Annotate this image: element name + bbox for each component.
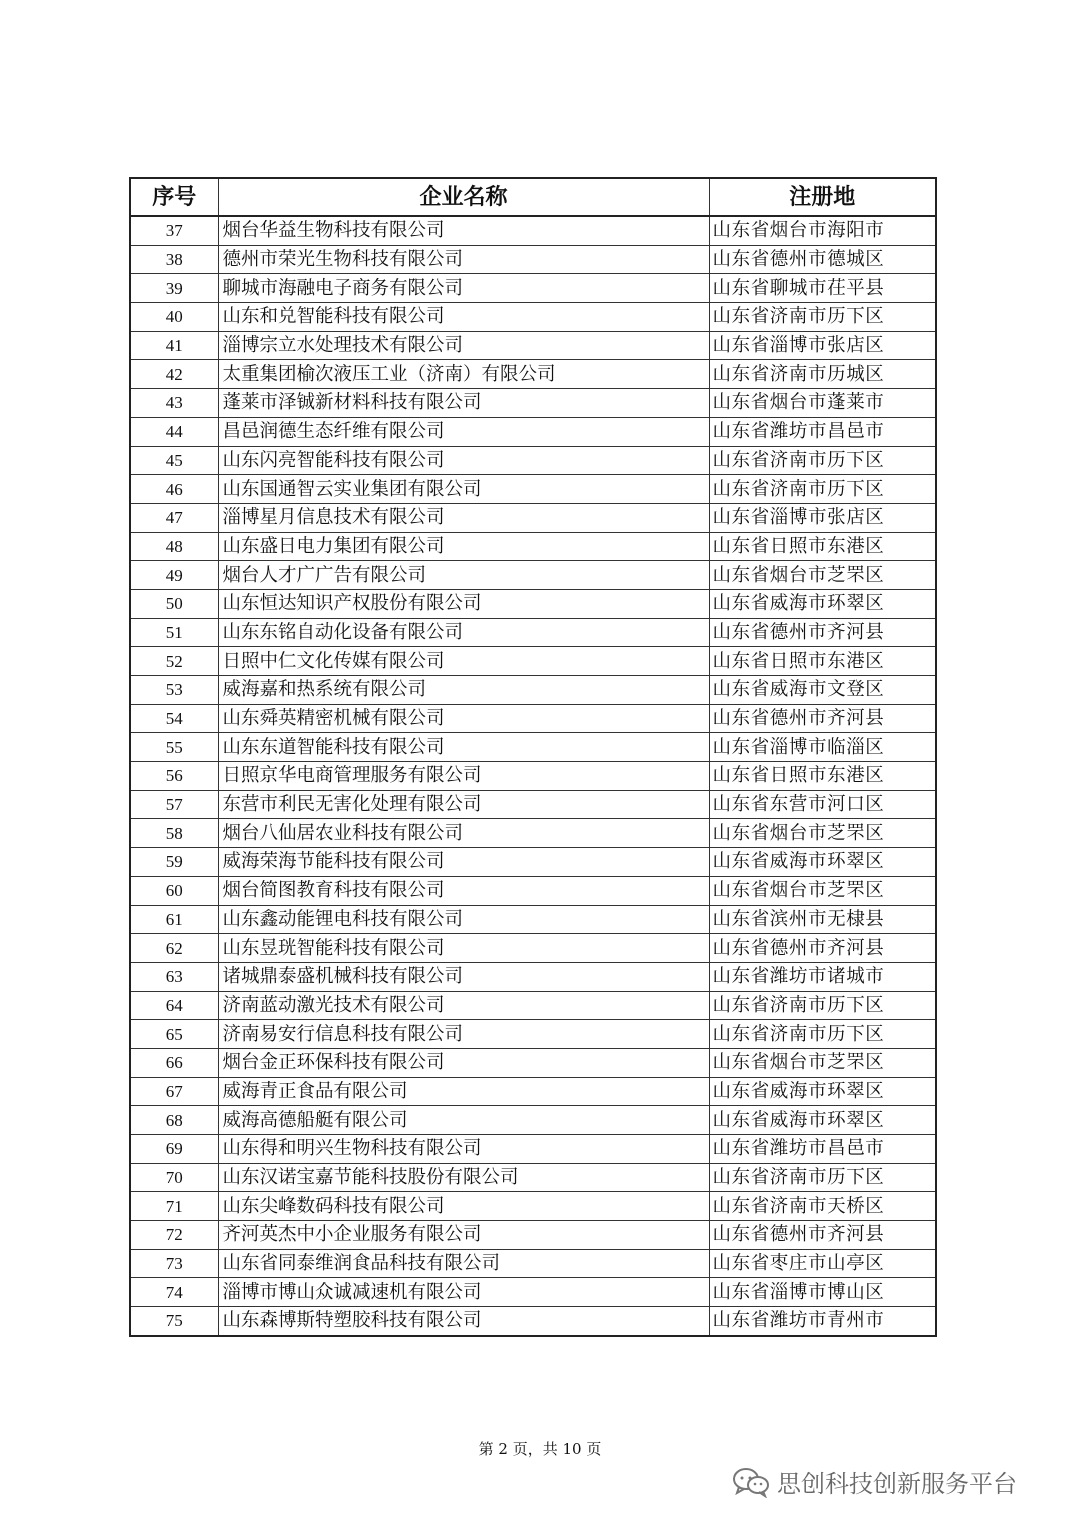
- cell-registered-location: 山东省潍坊市诸城市: [709, 962, 936, 991]
- cell-company-name: 山东森博斯特塑胶科技有限公司: [218, 1307, 709, 1336]
- cell-company-name: 淄博宗立水处理技术有限公司: [218, 331, 709, 360]
- cell-registered-location: 山东省淄博市博山区: [709, 1278, 936, 1307]
- cell-registered-location: 山东省济南市历下区: [709, 303, 936, 332]
- cell-company-name: 山东盛日电力集团有限公司: [218, 532, 709, 561]
- cell-company-name: 济南蓝动激光技术有限公司: [218, 991, 709, 1020]
- company-table-container: [129, 177, 935, 1337]
- cell-company-name: 山东省同泰维润食品科技有限公司: [218, 1249, 709, 1278]
- table-row: [130, 589, 936, 618]
- table-row: [130, 1048, 936, 1077]
- table-body: [130, 216, 936, 1336]
- cell-registered-location: 山东省烟台市芝罘区: [709, 1048, 936, 1077]
- table-row: [130, 503, 936, 532]
- header-company-name: 企业名称: [218, 178, 709, 216]
- cell-company-name: 山东和兑智能科技有限公司: [218, 303, 709, 332]
- cell-company-name: 山东东铭自动化设备有限公司: [218, 618, 709, 647]
- table-row: [130, 245, 936, 274]
- table-row: [130, 704, 936, 733]
- table-row: [130, 360, 936, 389]
- cell-company-name: 烟台金正环保科技有限公司: [218, 1048, 709, 1077]
- table-row: [130, 934, 936, 963]
- wechat-icon: [731, 1466, 771, 1498]
- cell-registered-location: 山东省淄博市临淄区: [709, 733, 936, 762]
- cell-company-name: 烟台简图教育科技有限公司: [218, 876, 709, 905]
- cell-registered-location: 山东省济南市历下区: [709, 446, 936, 475]
- cell-company-name: 山东东道智能科技有限公司: [218, 733, 709, 762]
- cell-company-name: 山东尖峰数码科技有限公司: [218, 1192, 709, 1221]
- table-row: [130, 1307, 936, 1336]
- cell-company-name: 山东国通智云实业集团有限公司: [218, 475, 709, 504]
- table-row: [130, 790, 936, 819]
- cell-registered-location: 山东省济南市历下区: [709, 991, 936, 1020]
- cell-registered-location: 山东省淄博市张店区: [709, 503, 936, 532]
- table-row: [130, 1077, 936, 1106]
- table-row: [130, 475, 936, 504]
- cell-serial-number: 56: [130, 762, 218, 791]
- cell-company-name: 山东得和明兴生物科技有限公司: [218, 1135, 709, 1164]
- cell-serial-number: 75: [130, 1307, 218, 1336]
- cell-registered-location: 山东省济南市历下区: [709, 475, 936, 504]
- cell-company-name: 齐河英杰中小企业服务有限公司: [218, 1221, 709, 1250]
- table-row: [130, 274, 936, 303]
- cell-serial-number: 69: [130, 1135, 218, 1164]
- cell-company-name: 德州市荣光生物科技有限公司: [218, 245, 709, 274]
- cell-serial-number: 73: [130, 1249, 218, 1278]
- cell-serial-number: 37: [130, 216, 218, 245]
- cell-registered-location: 山东省日照市东港区: [709, 532, 936, 561]
- cell-registered-location: 山东省威海市环翠区: [709, 589, 936, 618]
- cell-registered-location: 山东省烟台市海阳市: [709, 216, 936, 245]
- cell-registered-location: 山东省德州市齐河县: [709, 934, 936, 963]
- cell-serial-number: 72: [130, 1221, 218, 1250]
- cell-company-name: 东营市利民无害化处理有限公司: [218, 790, 709, 819]
- table-row: [130, 647, 936, 676]
- cell-serial-number: 61: [130, 905, 218, 934]
- cell-serial-number: 52: [130, 647, 218, 676]
- cell-serial-number: 70: [130, 1163, 218, 1192]
- table-row: [130, 303, 936, 332]
- cell-registered-location: 山东省烟台市芝罘区: [709, 876, 936, 905]
- cell-serial-number: 68: [130, 1106, 218, 1135]
- cell-company-name: 威海嘉和热系统有限公司: [218, 676, 709, 705]
- table-row: [130, 446, 936, 475]
- table-row: [130, 331, 936, 360]
- cell-company-name: 山东闪亮智能科技有限公司: [218, 446, 709, 475]
- cell-company-name: 山东舜英精密机械有限公司: [218, 704, 709, 733]
- cell-registered-location: 山东省枣庄市山亭区: [709, 1249, 936, 1278]
- cell-serial-number: 39: [130, 274, 218, 303]
- table-row: [130, 991, 936, 1020]
- table-row: [130, 389, 936, 418]
- cell-serial-number: 53: [130, 676, 218, 705]
- table-row: [130, 216, 936, 245]
- cell-registered-location: 山东省烟台市芝罘区: [709, 819, 936, 848]
- table-row: [130, 561, 936, 590]
- table-row: [130, 962, 936, 991]
- cell-registered-location: 山东省聊城市茌平县: [709, 274, 936, 303]
- page-number: 第 2 页，共 10 页: [478, 1440, 602, 1458]
- cell-company-name: 烟台八仙居农业科技有限公司: [218, 819, 709, 848]
- table-row: [130, 618, 936, 647]
- cell-company-name: 昌邑润德生态纤维有限公司: [218, 417, 709, 446]
- cell-registered-location: 山东省东营市河口区: [709, 790, 936, 819]
- cell-serial-number: 50: [130, 589, 218, 618]
- cell-serial-number: 59: [130, 848, 218, 877]
- cell-registered-location: 山东省德州市齐河县: [709, 618, 936, 647]
- company-table: [129, 177, 937, 1337]
- watermark-text: 思创科技创新服务平台: [777, 1470, 1017, 1498]
- cell-serial-number: 67: [130, 1077, 218, 1106]
- cell-company-name: 威海荣海节能科技有限公司: [218, 848, 709, 877]
- cell-registered-location: 山东省威海市文登区: [709, 676, 936, 705]
- table-row: [130, 417, 936, 446]
- table-header-row: [130, 178, 936, 216]
- table-row: [130, 1163, 936, 1192]
- cell-registered-location: 山东省淄博市张店区: [709, 331, 936, 360]
- cell-registered-location: 山东省潍坊市青州市: [709, 1307, 936, 1336]
- table-row: [130, 876, 936, 905]
- table-row: [130, 1221, 936, 1250]
- cell-serial-number: 60: [130, 876, 218, 905]
- cell-registered-location: 山东省潍坊市昌邑市: [709, 1135, 936, 1164]
- cell-serial-number: 74: [130, 1278, 218, 1307]
- cell-company-name: 烟台人才广广告有限公司: [218, 561, 709, 590]
- table-row: [130, 1278, 936, 1307]
- cell-serial-number: 65: [130, 1020, 218, 1049]
- cell-registered-location: 山东省威海市环翠区: [709, 1106, 936, 1135]
- watermark: [731, 1464, 1017, 1499]
- cell-company-name: 诸城鼎泰盛机械科技有限公司: [218, 962, 709, 991]
- header-serial-number: 序号: [130, 178, 218, 216]
- cell-serial-number: 42: [130, 360, 218, 389]
- cell-company-name: 山东鑫动能锂电科技有限公司: [218, 905, 709, 934]
- cell-company-name: 蓬莱市泽铖新材料科技有限公司: [218, 389, 709, 418]
- cell-registered-location: 山东省济南市历下区: [709, 1020, 936, 1049]
- cell-serial-number: 45: [130, 446, 218, 475]
- table-row: [130, 1192, 936, 1221]
- cell-company-name: 聊城市海融电子商务有限公司: [218, 274, 709, 303]
- cell-company-name: 淄博星月信息技术有限公司: [218, 503, 709, 532]
- cell-registered-location: 山东省潍坊市昌邑市: [709, 417, 936, 446]
- cell-serial-number: 43: [130, 389, 218, 418]
- cell-serial-number: 62: [130, 934, 218, 963]
- cell-serial-number: 49: [130, 561, 218, 590]
- table-row: [130, 1249, 936, 1278]
- cell-registered-location: 山东省日照市东港区: [709, 647, 936, 676]
- cell-serial-number: 57: [130, 790, 218, 819]
- cell-registered-location: 山东省德州市齐河县: [709, 704, 936, 733]
- cell-company-name: 烟台华益生物科技有限公司: [218, 216, 709, 245]
- table-row: [130, 676, 936, 705]
- cell-serial-number: 71: [130, 1192, 218, 1221]
- cell-serial-number: 63: [130, 962, 218, 991]
- table-row: [130, 848, 936, 877]
- cell-company-name: 山东汉诺宝嘉节能科技股份有限公司: [218, 1163, 709, 1192]
- cell-serial-number: 46: [130, 475, 218, 504]
- cell-serial-number: 55: [130, 733, 218, 762]
- table-row: [130, 762, 936, 791]
- cell-company-name: 日照京华电商管理服务有限公司: [218, 762, 709, 791]
- table-row: [130, 1020, 936, 1049]
- cell-serial-number: 38: [130, 245, 218, 274]
- header-registered-location: 注册地: [709, 178, 936, 216]
- cell-serial-number: 66: [130, 1048, 218, 1077]
- cell-serial-number: 58: [130, 819, 218, 848]
- table-row: [130, 1135, 936, 1164]
- cell-company-name: 淄博市博山众诚减速机有限公司: [218, 1278, 709, 1307]
- cell-serial-number: 64: [130, 991, 218, 1020]
- table-row: [130, 1106, 936, 1135]
- cell-company-name: 山东昱珖智能科技有限公司: [218, 934, 709, 963]
- cell-serial-number: 40: [130, 303, 218, 332]
- cell-serial-number: 48: [130, 532, 218, 561]
- cell-registered-location: 山东省济南市历下区: [709, 1163, 936, 1192]
- cell-serial-number: 51: [130, 618, 218, 647]
- cell-company-name: 威海高德船艇有限公司: [218, 1106, 709, 1135]
- cell-registered-location: 山东省德州市德城区: [709, 245, 936, 274]
- cell-company-name: 山东恒达知识产权股份有限公司: [218, 589, 709, 618]
- cell-registered-location: 山东省济南市天桥区: [709, 1192, 936, 1221]
- cell-serial-number: 41: [130, 331, 218, 360]
- cell-registered-location: 山东省威海市环翠区: [709, 1077, 936, 1106]
- table-row: [130, 819, 936, 848]
- cell-company-name: 太重集团榆次液压工业（济南）有限公司: [218, 360, 709, 389]
- cell-company-name: 济南易安行信息科技有限公司: [218, 1020, 709, 1049]
- cell-serial-number: 54: [130, 704, 218, 733]
- table-row: [130, 532, 936, 561]
- cell-registered-location: 山东省德州市齐河县: [709, 1221, 936, 1250]
- cell-company-name: 日照中仁文化传媒有限公司: [218, 647, 709, 676]
- table-row: [130, 905, 936, 934]
- cell-registered-location: 山东省烟台市蓬莱市: [709, 389, 936, 418]
- cell-registered-location: 山东省济南市历城区: [709, 360, 936, 389]
- cell-company-name: 威海青正食品有限公司: [218, 1077, 709, 1106]
- cell-serial-number: 47: [130, 503, 218, 532]
- cell-registered-location: 山东省日照市东港区: [709, 762, 936, 791]
- cell-serial-number: 44: [130, 417, 218, 446]
- cell-registered-location: 山东省威海市环翠区: [709, 848, 936, 877]
- cell-registered-location: 山东省滨州市无棣县: [709, 905, 936, 934]
- table-row: [130, 733, 936, 762]
- cell-registered-location: 山东省烟台市芝罘区: [709, 561, 936, 590]
